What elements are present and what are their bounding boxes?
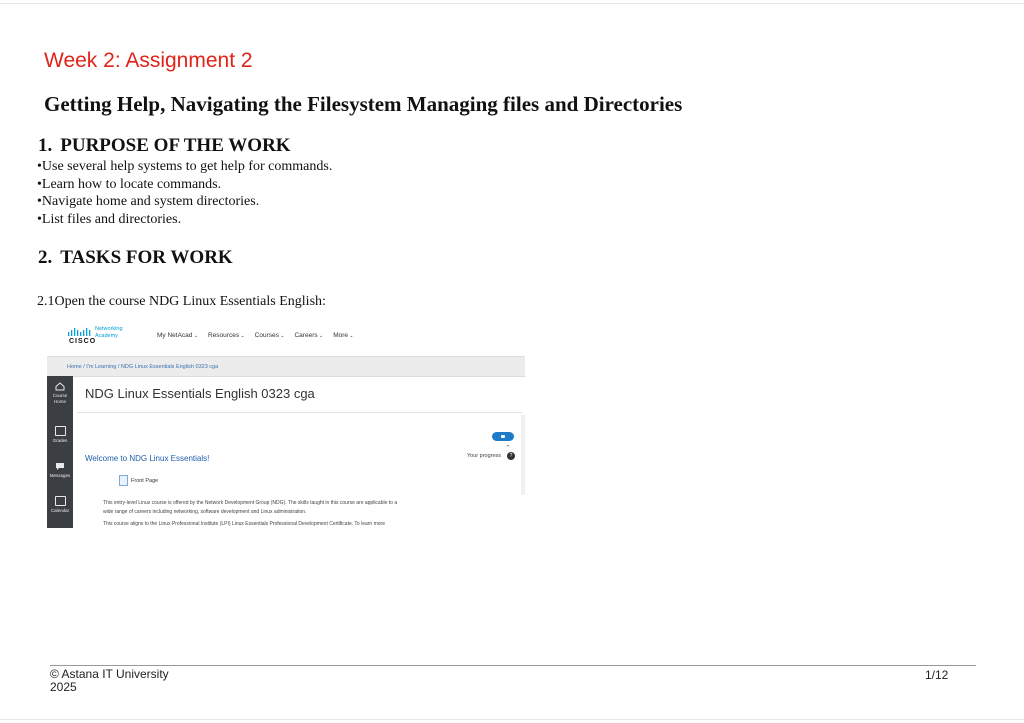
chevron-up-icon[interactable]: ⌃ [505,445,511,452]
list-item: •List files and directories. [37,211,182,227]
rail-item-label: Grades [52,438,68,443]
section-heading-tasks [38,247,233,269]
screenshot-top-bar [47,322,525,352]
course-title: NDG Linux Essentials English 0323 cga [85,386,315,401]
document-title: Week 2: Assignment 2 [44,49,253,72]
list-item: •Use several help systems to get help for commands. [37,159,333,174]
academy-label [95,326,123,339]
copyright-year: 2025 [50,679,77,694]
progress-info-icon[interactable]: ? [507,452,515,460]
messages-icon [55,462,65,471]
rail-item-calendar[interactable] [47,496,73,514]
step-2-1-text: 2.1Open the course NDG Linux Essentials English: [37,294,326,309]
nav-item-resources[interactable]: Resources ⌄ [208,332,245,339]
page-top-rule [0,3,1024,4]
rail-item-course-home[interactable] [47,382,73,404]
list-item: •Learn how to locate commands. [37,176,222,192]
course-screenshot [47,322,525,528]
copyright-text: © Astana IT University [50,667,169,681]
breadcrumb[interactable]: Home / I'm Learning / NDG Linux Essentials English 0323 cga [67,364,219,370]
page-icon [119,475,128,486]
document-heading: Getting Help, Navigating the Filesystem Managing files and Directories [44,92,683,116]
course-description-line: This entry-level Linux course is offered by the Network Development Group (NDG). The skills taught in this course are applicable to a [103,500,398,506]
course-description-line: wide range of careers including networking, software development and Linux administration. [103,509,307,515]
expand-toggle[interactable] [492,432,514,441]
rail-item-label: Course Home [52,393,68,404]
top-nav-menu [157,332,354,339]
cisco-logo [67,326,147,348]
cisco-bars-icon [67,327,91,337]
home-icon [55,382,65,391]
section-heading-purpose [38,135,291,157]
section-title: PURPOSE OF THE WORK [60,135,291,156]
progress-label: Your progress [467,453,502,459]
section-number: 1. [38,135,53,156]
nav-item-courses[interactable]: Courses ⌄ [255,332,285,339]
footer-copyright [50,668,169,693]
scroll-edge [521,415,525,495]
list-item: •Navigate home and system directories. [37,194,260,210]
academy-label-line: Networking [95,326,123,332]
academy-label-line: Academy [95,332,118,339]
footer-rule [50,665,976,666]
section-number: 2. [38,247,53,268]
rail-item-label: Messages [49,473,71,478]
rail-item-label: Calendar [50,508,70,513]
course-description-line: This course aligns to the Linux Professional Institute (LPI) Linux Essentials Professional Development Certificate. To learn more [103,521,385,527]
welcome-heading: Welcome to NDG Linux Essentials! [85,454,210,463]
page-bottom-rule [0,719,1024,720]
page-number: 1/12 [925,668,949,682]
front-page-link[interactable]: Front Page [131,478,159,484]
nav-item-careers[interactable]: Careers ⌄ [294,332,323,339]
calendar-icon [55,496,66,506]
section-title: TASKS FOR WORK [60,247,233,268]
rail-item-grades[interactable] [47,426,73,444]
purpose-bullet-list [37,158,332,228]
rail-item-messages[interactable] [47,462,73,479]
side-rail [47,376,73,528]
cisco-wordmark: CISCO [69,338,97,345]
nav-item-my-netacad[interactable]: My NetAcad ⌄ [157,332,198,339]
nav-item-more[interactable]: More ⌄ [333,332,353,339]
breadcrumb-bar [47,356,525,377]
grades-icon [55,426,66,436]
divider [77,412,522,413]
